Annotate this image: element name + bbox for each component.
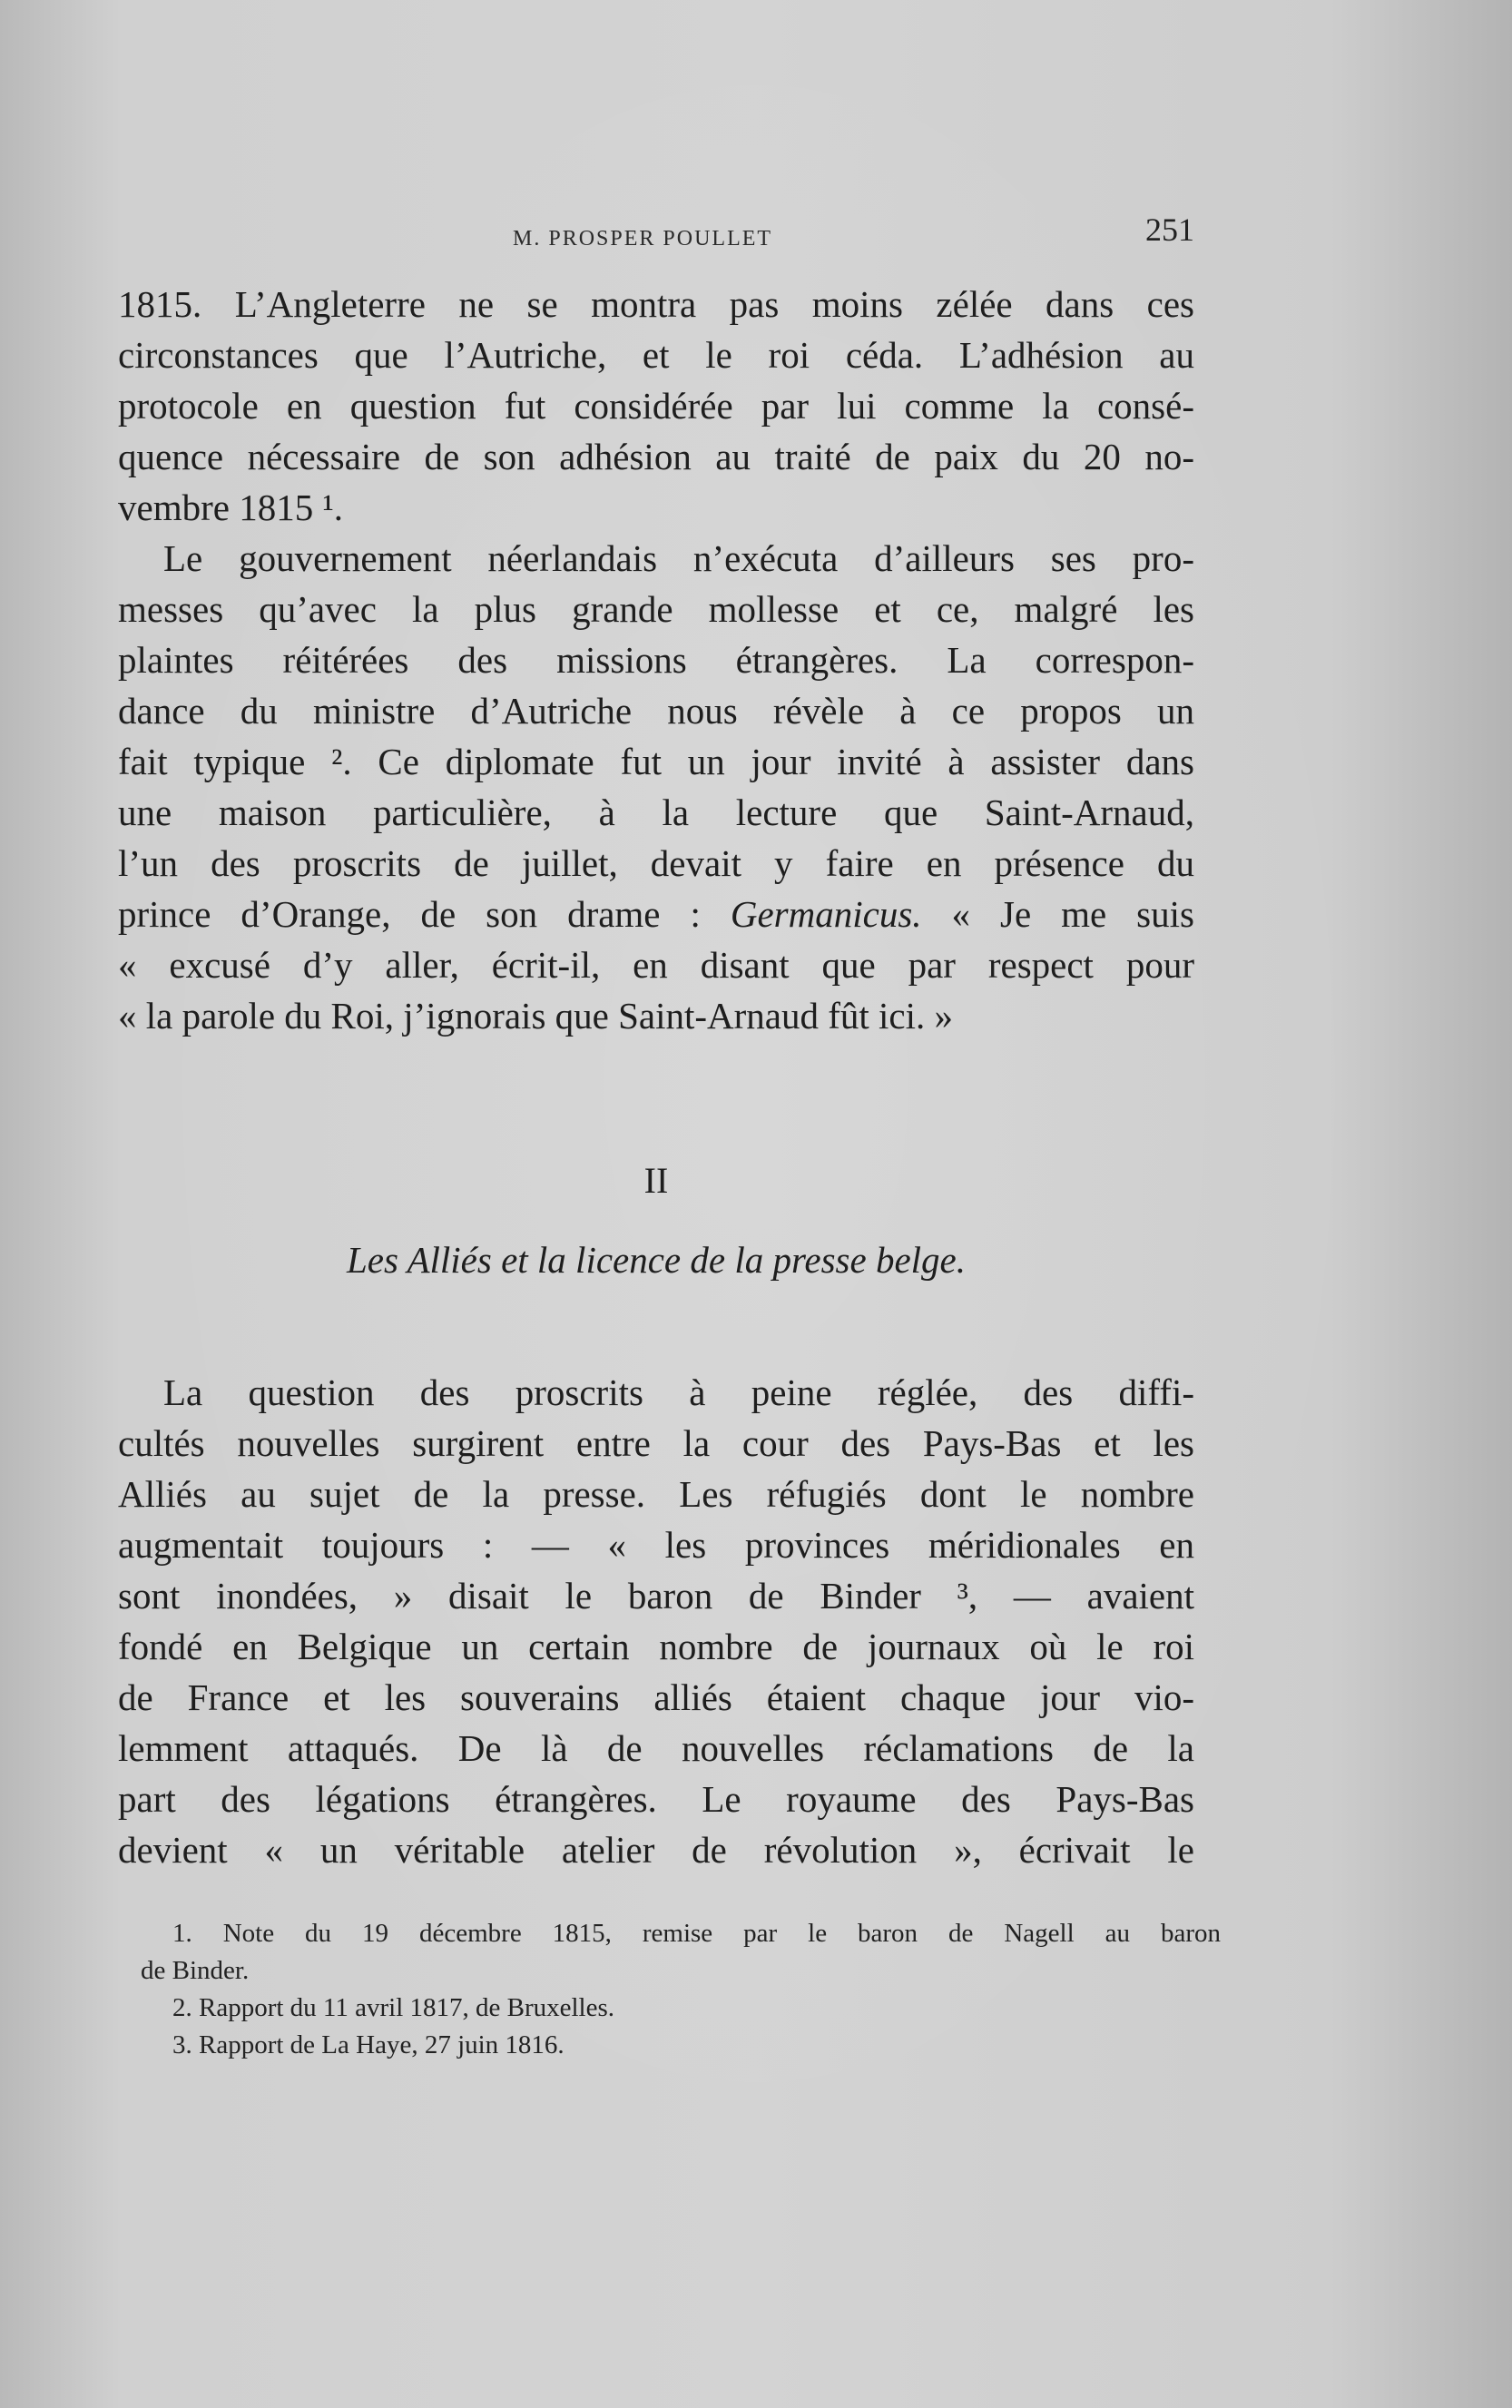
footnote-1-continued: de Binder. bbox=[141, 1956, 250, 1985]
text-line: protocole en question fut considérée par lui comme la consé- bbox=[118, 385, 1194, 427]
section-number: II bbox=[643, 1160, 669, 1201]
text-line: vembre 1815 ¹. bbox=[118, 487, 343, 528]
text-fragment: « Je me suis bbox=[921, 893, 1194, 935]
page-header bbox=[118, 207, 1194, 254]
running-head: M. PROSPER POULLET bbox=[513, 227, 773, 251]
text-line: fait typique ². Ce diplomate fut un jour invité à assister dans bbox=[118, 741, 1194, 782]
text-line: fondé en Belgique un certain nombre de journaux où le roi bbox=[118, 1626, 1194, 1667]
text-line: sont inondées, » disait le baron de Binder ³, — avaient bbox=[118, 1575, 1194, 1617]
section-title: Les Alliés et la licence de la presse belge. bbox=[346, 1239, 966, 1281]
text-line: circonstances que l’Autriche, et le roi céda. L’adhésion au bbox=[118, 334, 1194, 376]
text-line: messes qu’avec la plus grande mollesse et ce, malgré les bbox=[118, 588, 1194, 630]
text-line: cultés nouvelles surgirent entre la cour des Pays-Bas et les bbox=[118, 1422, 1194, 1464]
paragraph-1 bbox=[118, 279, 1194, 533]
text-line: La question des proscrits à peine réglée, des diffi- bbox=[163, 1371, 1194, 1413]
text-line: devient « un véritable atelier de révolution », écrivait le bbox=[118, 1829, 1194, 1871]
text-line: « excusé d’y aller, écrit-il, en disant que par respect pour bbox=[118, 944, 1194, 986]
footnotes bbox=[141, 1915, 1221, 2064]
text-fragment: prince d’Orange, de son drame : bbox=[118, 893, 731, 935]
text-line: Le gouvernement néerlandais n’exécuta d’ailleurs ses pro- bbox=[163, 537, 1194, 579]
paragraph-2 bbox=[118, 533, 1194, 1041]
page-number: 251 bbox=[1145, 211, 1194, 248]
text-line: une maison particulière, à la lecture que Saint-Arnaud, bbox=[118, 791, 1194, 833]
footnote-1: 1. Note du 19 décembre 1815, remise par le baron de Nagell au baron bbox=[172, 1919, 1221, 1948]
text-line bbox=[118, 889, 1194, 939]
text-line: augmentait toujours : — « les provinces méridionales en bbox=[118, 1524, 1194, 1566]
footnote-3: 3. Rapport de La Haye, 27 juin 1816. bbox=[172, 2030, 565, 2059]
text-line: dance du ministre d’Autriche nous révèle à ce propos un bbox=[118, 690, 1194, 732]
play-title: Germanicus. bbox=[730, 893, 922, 935]
text-line: 1815. L’Angleterre ne se montra pas moins zélée dans ces bbox=[118, 283, 1194, 325]
text-line: lemment attaqués. De là de nouvelles réclamations de la bbox=[118, 1727, 1194, 1769]
footnote-2: 2. Rapport du 11 avril 1817, de Bruxelles. bbox=[172, 1993, 615, 2022]
text-line: quence nécessaire de son adhésion au traité de paix du 20 no- bbox=[118, 436, 1194, 477]
text-line: part des légations étrangères. Le royaume des Pays-Bas bbox=[118, 1778, 1194, 1820]
text-line: de France et les souverains alliés étaient chaque jour vio- bbox=[118, 1676, 1194, 1718]
text-line: plaintes réitérées des missions étrangères. La correspon- bbox=[118, 639, 1194, 681]
text-line: l’un des proscrits de juillet, devait y faire en présence du bbox=[118, 842, 1194, 884]
text-line: Alliés au sujet de la presse. Les réfugiés dont le nombre bbox=[118, 1473, 1194, 1515]
text-line: « la parole du Roi, j’ignorais que Saint-Arnaud fût ici. » bbox=[118, 995, 954, 1037]
paragraph-3 bbox=[118, 1367, 1194, 1875]
